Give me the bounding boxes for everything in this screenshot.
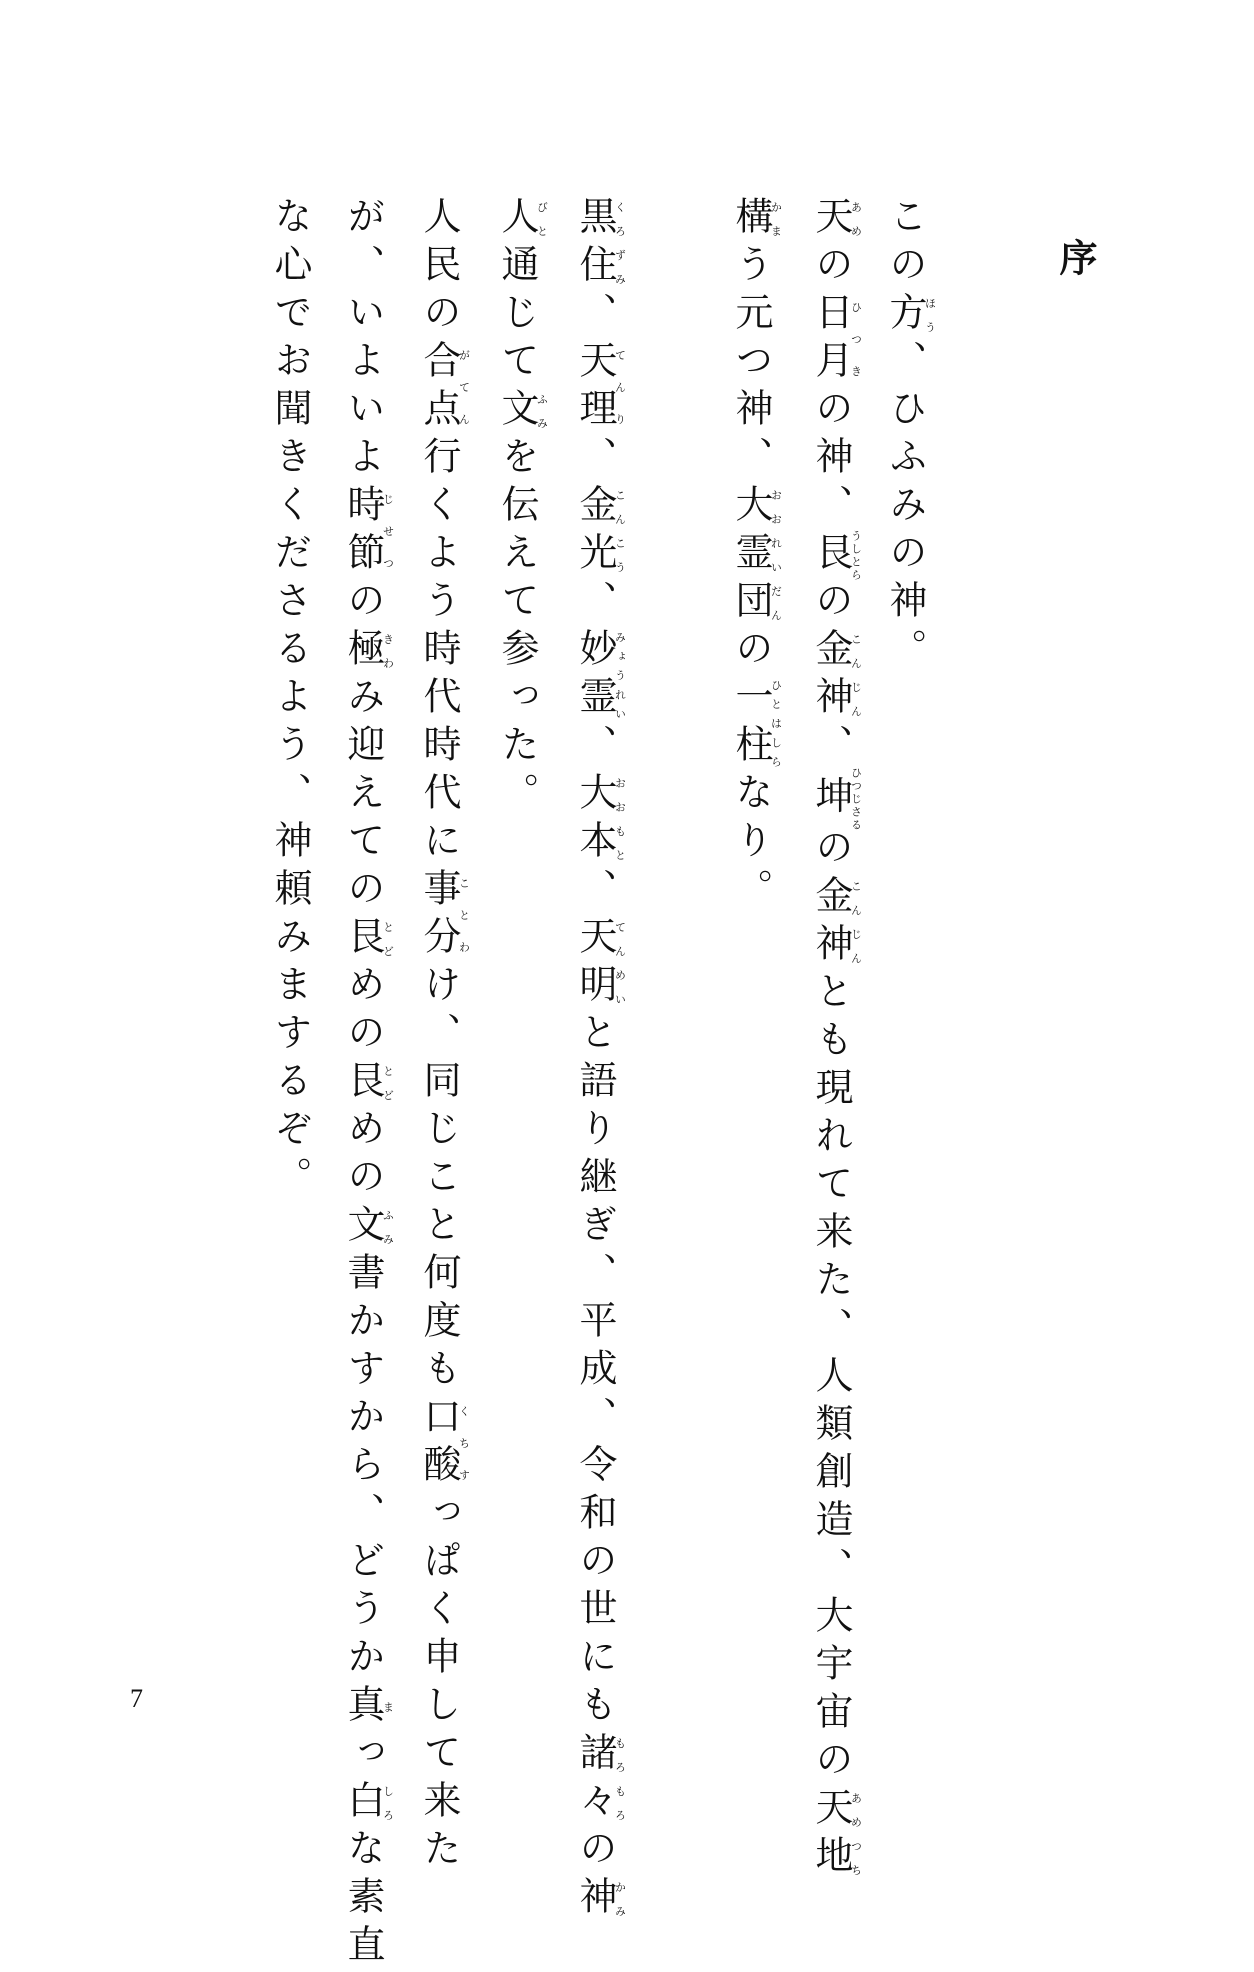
furigana: てんめい xyxy=(613,916,627,1012)
furigana: うしとら xyxy=(849,530,863,582)
ruby-word: 天理てんり xyxy=(573,340,627,436)
ruby-word: 艮とど xyxy=(341,916,395,964)
text-run: っ xyxy=(341,1732,385,1780)
text-column-4 xyxy=(570,196,627,1924)
ruby-word: 妙霊みょうれい xyxy=(573,628,627,724)
text-run: 、 xyxy=(573,580,617,628)
text-run: う元つ神、 xyxy=(729,244,773,484)
ruby-word: 艮とど xyxy=(341,1060,395,1108)
text-run: の xyxy=(573,1828,617,1876)
text-run: 、 xyxy=(573,436,617,484)
text-run: 、 xyxy=(809,724,853,772)
text-column-1 xyxy=(880,196,936,1636)
text-run: の xyxy=(809,827,853,875)
text-run: け、同じこと何度も xyxy=(417,964,461,1396)
ruby-word: 諸々もろもろ xyxy=(573,1732,627,1828)
text-run: めの xyxy=(341,1108,385,1204)
furigana: あめ xyxy=(849,196,863,244)
ruby-word: 一柱ひとはしら xyxy=(729,676,783,772)
text-column-3 xyxy=(726,196,782,1636)
furigana: てんり xyxy=(613,340,627,436)
text-run: 、 xyxy=(573,724,617,772)
ruby-word: 人びと xyxy=(495,196,549,244)
ruby-word: 方ほう xyxy=(883,292,937,340)
text-run: この xyxy=(883,196,927,292)
ruby-word: 金神こんじん xyxy=(809,628,863,724)
ruby-word: 神かみ xyxy=(573,1876,627,1924)
furigana: ふみ xyxy=(535,388,549,436)
furigana: ほう xyxy=(923,292,937,340)
page-number: 7 xyxy=(130,1684,143,1713)
ruby-word: 極きわ xyxy=(341,628,395,676)
ruby-word: 天明てんめい xyxy=(573,916,627,1012)
text-run: の xyxy=(341,580,385,628)
furigana: じせつ xyxy=(381,484,395,580)
furigana: ふみ xyxy=(381,1204,395,1252)
text-run: 行くよう時代時代に xyxy=(417,436,461,868)
furigana: おおれいだん xyxy=(769,484,783,628)
furigana: くろずみ xyxy=(613,196,627,292)
ruby-word: 口酸くちす xyxy=(417,1396,471,1492)
text-run: 、ひふみの神。 xyxy=(883,340,927,676)
ruby-word: 天あめ xyxy=(809,196,863,244)
ruby-word: 白しろ xyxy=(341,1780,395,1828)
text-run: の xyxy=(809,580,853,628)
text-run: 通じて xyxy=(495,244,539,388)
furigana: こんじん xyxy=(849,628,863,724)
text-column-7 xyxy=(338,196,395,1972)
ruby-word: 文ふみ xyxy=(495,388,549,436)
text-run: の xyxy=(729,628,773,676)
text-run: とも現れて来た、人類創造、大宇宙の xyxy=(809,971,853,1787)
text-column-2 xyxy=(806,196,863,1883)
ruby-word: 合点がてん xyxy=(417,340,471,436)
ruby-word: 時節じせつ xyxy=(341,484,395,580)
text-run: の神、 xyxy=(809,388,853,532)
ruby-word: 真ま xyxy=(341,1684,395,1732)
text-run: な素直 xyxy=(341,1828,385,1972)
text-column-5 xyxy=(492,196,548,1636)
furigana: かま xyxy=(769,196,783,244)
ruby-word: 天地あめつち xyxy=(809,1787,863,1883)
furigana: ひとはしら xyxy=(769,676,783,772)
furigana: あめつち xyxy=(849,1787,863,1883)
furigana: とど xyxy=(381,1060,395,1108)
furigana: もろもろ xyxy=(613,1732,627,1828)
text-run: の xyxy=(809,244,853,292)
furigana: とど xyxy=(381,916,395,964)
text-run: っぱく申して来た xyxy=(417,1492,461,1876)
text-run: なり。 xyxy=(729,772,773,916)
ruby-word: 艮うしとら xyxy=(809,530,863,582)
ruby-word: 構かま xyxy=(729,196,783,244)
furigana: がてん xyxy=(457,340,471,436)
furigana: きわ xyxy=(381,628,395,676)
text-column-8 xyxy=(262,196,318,1636)
text-run: 書かすから、どうか xyxy=(341,1252,385,1684)
ruby-word: 大本おおもと xyxy=(573,772,627,868)
furigana: ま xyxy=(381,1684,395,1732)
furigana: ひつき xyxy=(849,292,863,388)
text-run: 、 xyxy=(573,868,617,916)
text-run: な心でお聞きくださるよう、神頼みまするぞ。 xyxy=(268,196,312,1204)
text-run: み迎えての xyxy=(341,676,385,916)
text-run: が、いよいよ xyxy=(341,196,385,484)
furigana: かみ xyxy=(613,1876,627,1924)
section-heading: 序 xyxy=(1053,238,1098,276)
text-run: 、 xyxy=(573,292,617,340)
furigana: こんこう xyxy=(613,484,627,580)
ruby-word: 黒住くろずみ xyxy=(573,196,627,292)
furigana: ひつじさる xyxy=(849,767,863,832)
text-run: 人民の xyxy=(417,196,461,340)
ruby-word: 大霊団おおれいだん xyxy=(729,484,783,628)
ruby-word: 文ふみ xyxy=(341,1204,395,1252)
furigana: ことわ xyxy=(457,868,471,964)
ruby-word: 金光こんこう xyxy=(573,484,627,580)
ruby-word: 坤ひつじさる xyxy=(809,767,863,832)
furigana: しろ xyxy=(381,1780,395,1828)
furigana: おおもと xyxy=(613,772,627,868)
furigana: びと xyxy=(535,196,549,244)
furigana: みょうれい xyxy=(613,628,627,724)
ruby-word: 事分ことわ xyxy=(417,868,471,964)
text-run: を伝えて参った。 xyxy=(495,436,539,820)
ruby-word: 日月ひつき xyxy=(809,292,863,388)
text-run: と語り継ぎ、平成、令和の世にも xyxy=(573,1012,617,1732)
text-run: めの xyxy=(341,964,385,1060)
furigana: くちす xyxy=(457,1396,471,1492)
ruby-word: 金神こんじん xyxy=(809,875,863,971)
furigana: こんじん xyxy=(849,875,863,971)
text-column-6 xyxy=(414,196,471,1876)
